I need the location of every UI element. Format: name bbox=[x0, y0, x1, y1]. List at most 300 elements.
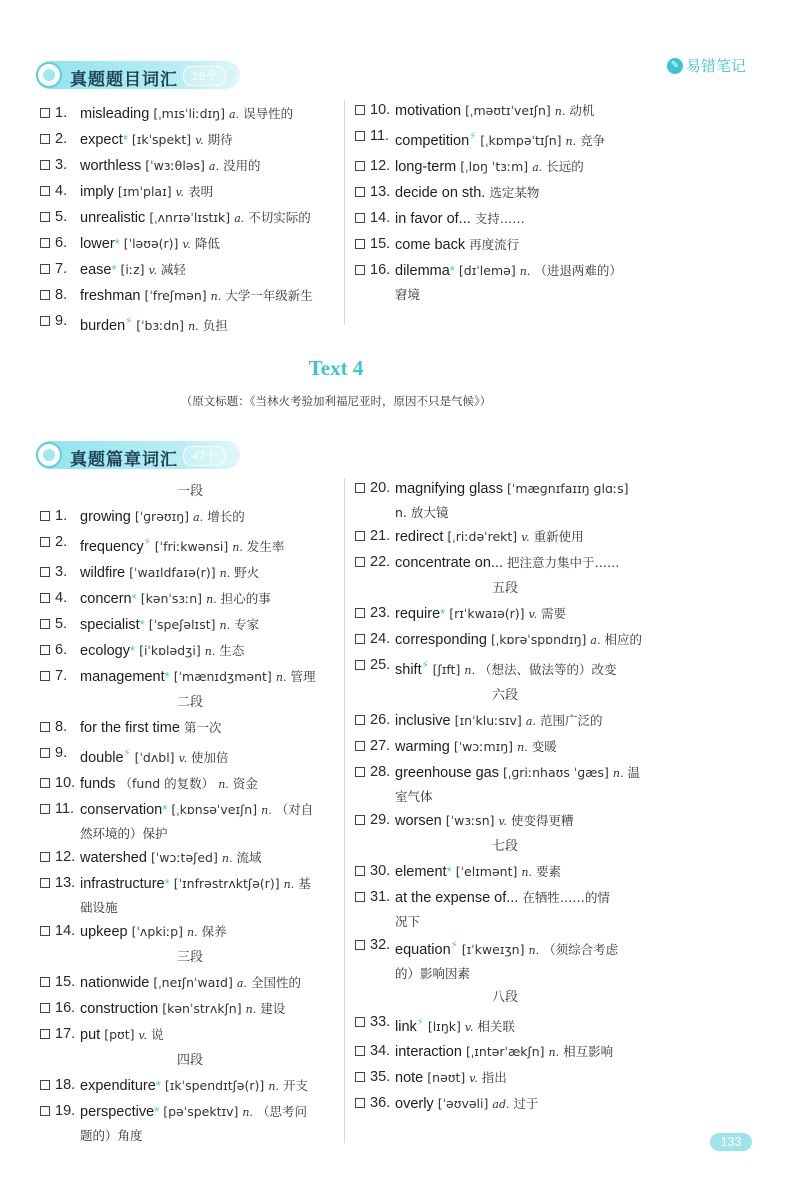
checkbox-icon[interactable] bbox=[40, 926, 50, 936]
part-of-speech: n. bbox=[242, 1105, 254, 1119]
definition: 温 bbox=[627, 764, 641, 780]
item-number: 6. bbox=[55, 235, 68, 251]
vocab-item bbox=[40, 871, 340, 919]
vocab-item bbox=[355, 653, 655, 683]
phonetic: [ˈbɜːdn] bbox=[136, 317, 185, 333]
definition: （对自 bbox=[275, 801, 314, 817]
checkbox-icon[interactable] bbox=[40, 722, 50, 732]
vocab-word: burden bbox=[80, 317, 126, 334]
phonetic: [ˈdʌbl] bbox=[134, 749, 175, 765]
paragraph-heading: 八段 bbox=[491, 989, 518, 1005]
checkbox-icon[interactable] bbox=[355, 634, 365, 644]
phonetic: [ˌkɒmpəˈtɪʃn] bbox=[480, 132, 562, 148]
vocab-item bbox=[355, 1091, 655, 1117]
phonetic: [ˌneɪʃnˈwaɪd] bbox=[153, 974, 233, 990]
definition: 不切实际的 bbox=[248, 210, 311, 225]
vocab-word: warming bbox=[395, 738, 450, 755]
definition: 资金 bbox=[232, 775, 258, 791]
checkbox-icon[interactable] bbox=[355, 767, 365, 777]
item-number: 13. bbox=[55, 874, 76, 891]
definition-continued: 题的）角度 bbox=[80, 1127, 143, 1143]
item-number: 1. bbox=[55, 105, 68, 121]
checkbox-icon[interactable] bbox=[355, 1072, 365, 1082]
checkbox-icon[interactable] bbox=[355, 131, 365, 141]
phonetic: [ˌɡriːnhaʊs ˈɡæs] bbox=[503, 764, 609, 780]
part-of-speech: v. bbox=[498, 814, 507, 828]
item-number: 2. bbox=[55, 131, 68, 147]
section-banner-question-vocab bbox=[36, 61, 240, 89]
definition: 竞争 bbox=[580, 132, 606, 148]
phonetic: [iˈkɒlədʒi] bbox=[139, 642, 201, 658]
part-of-speech: n. bbox=[612, 766, 624, 780]
item-number: 14. bbox=[370, 209, 391, 226]
item-number: 9. bbox=[55, 744, 68, 761]
definition: 野火 bbox=[234, 564, 260, 580]
item-number: 11. bbox=[370, 128, 390, 144]
vocab-item bbox=[355, 180, 655, 206]
item-number: 4. bbox=[55, 589, 68, 606]
vocab-word: magnifying glass bbox=[395, 481, 503, 497]
question-vocab-right-column bbox=[355, 98, 655, 306]
word-count-badge: 16个 bbox=[183, 66, 226, 86]
frequent-word-mark-icon: ⚡ bbox=[123, 747, 131, 759]
vocab-word: misleading bbox=[80, 106, 150, 122]
key-word-star-icon: * bbox=[122, 132, 128, 147]
item-number: 8. bbox=[55, 718, 68, 735]
vocab-item bbox=[40, 309, 340, 339]
definition: 大学一年级新生 bbox=[225, 288, 313, 303]
paragraph-heading: 四段 bbox=[176, 1052, 203, 1068]
item-number: 13. bbox=[370, 183, 391, 200]
phonetic: [ˈwɔːtəʃed] bbox=[150, 849, 218, 865]
item-number: 30. bbox=[370, 862, 391, 879]
vocab-item bbox=[355, 476, 655, 524]
frequent-word-mark-icon: ⚡ bbox=[450, 939, 458, 951]
vocab-word: put bbox=[80, 1026, 101, 1043]
checkbox-icon[interactable] bbox=[355, 557, 365, 567]
definition: 降低 bbox=[194, 236, 220, 251]
item-number: 4. bbox=[55, 183, 68, 199]
part-of-speech: a. bbox=[234, 212, 245, 225]
item-number: 34. bbox=[370, 1043, 391, 1060]
vocab-word: redirect bbox=[395, 529, 444, 545]
phonetic: [ˌriːdəˈrekt] bbox=[447, 529, 518, 544]
phonetic: [ˌməʊtɪˈveɪʃn] bbox=[465, 103, 551, 118]
item-number: 8. bbox=[55, 287, 68, 303]
vocab-item bbox=[40, 101, 340, 127]
checkbox-icon[interactable] bbox=[40, 238, 50, 248]
vocab-item bbox=[40, 1099, 340, 1147]
checkbox-icon[interactable] bbox=[355, 741, 365, 751]
checkbox-icon[interactable] bbox=[40, 160, 50, 170]
definition-continued: 的）影响因素 bbox=[395, 965, 471, 981]
vocab-item bbox=[355, 206, 655, 232]
frequent-word-mark-icon: ⚡ bbox=[125, 316, 133, 327]
phonetic: [ʃɪft] bbox=[432, 661, 461, 677]
item-number: 6. bbox=[55, 641, 68, 658]
vocab-word: wildfire bbox=[80, 564, 126, 581]
definition: 全国性的 bbox=[250, 974, 301, 990]
checkbox-icon[interactable] bbox=[355, 1046, 365, 1056]
vocab-word: overly bbox=[395, 1096, 434, 1113]
phonetic: [ˌkɒrəˈspɒndɪŋ] bbox=[490, 632, 587, 647]
checkbox-icon[interactable] bbox=[355, 660, 365, 670]
vocab-item bbox=[355, 627, 655, 653]
phonetic: [kənˈsɜːn] bbox=[140, 590, 203, 606]
phonetic: [ˈmænɪdʒmənt] bbox=[173, 668, 272, 684]
word-count-badge: 47个 bbox=[183, 446, 226, 466]
phonetic: [ˌʌnrɪəˈlɪstɪk] bbox=[149, 210, 231, 225]
vocab-item bbox=[40, 638, 340, 664]
definition: 在牺牲……的情 bbox=[522, 889, 610, 905]
item-number: 5. bbox=[55, 209, 68, 225]
vocab-word: lower bbox=[80, 236, 115, 252]
checkbox-icon[interactable] bbox=[40, 316, 50, 326]
vocab-item bbox=[355, 124, 655, 154]
phonetic: [kənˈstrʌkʃn] bbox=[162, 1000, 242, 1016]
item-number: 11. bbox=[55, 800, 75, 817]
part-of-speech: n. bbox=[188, 319, 199, 333]
vocab-word: inclusive bbox=[395, 712, 451, 729]
item-number: 27. bbox=[370, 737, 391, 754]
vocab-item bbox=[40, 586, 340, 612]
phonetic: [ɪˈkweɪʒn] bbox=[461, 941, 525, 957]
item-number: 33. bbox=[370, 1013, 391, 1030]
vocab-word: require bbox=[395, 606, 441, 622]
item-number: 7. bbox=[55, 261, 68, 277]
definition: 选定某物 bbox=[489, 184, 540, 200]
part-of-speech: n. bbox=[268, 1079, 279, 1093]
checkbox-icon[interactable] bbox=[355, 1017, 365, 1027]
definition: 没用的 bbox=[223, 158, 261, 173]
checkbox-icon[interactable] bbox=[355, 608, 365, 618]
vocab-item bbox=[355, 1039, 655, 1065]
key-word-star-icon: * bbox=[131, 590, 137, 606]
part-of-speech: a. bbox=[236, 976, 247, 990]
vocab-word: in favor of... bbox=[395, 210, 471, 227]
checkbox-icon[interactable] bbox=[355, 815, 365, 825]
vocab-word: link bbox=[395, 1018, 417, 1035]
part-of-speech: a. bbox=[532, 160, 543, 174]
item-number: 1. bbox=[55, 508, 68, 524]
vocab-word: motivation bbox=[395, 103, 462, 119]
phonetic: [ˈləʊə(r)] bbox=[123, 236, 179, 251]
part-of-speech: a. bbox=[525, 714, 536, 728]
vocab-word: growing bbox=[80, 509, 131, 525]
checkbox-icon[interactable] bbox=[40, 134, 50, 144]
checkbox-icon[interactable] bbox=[355, 715, 365, 725]
definition: 减轻 bbox=[161, 262, 187, 277]
vocab-word: watershed bbox=[80, 849, 147, 866]
checkbox-icon[interactable] bbox=[355, 161, 365, 171]
part-of-speech: n. bbox=[528, 943, 540, 957]
definition: 把注意力集中于…… bbox=[507, 555, 620, 570]
part-of-speech: v. bbox=[469, 1072, 478, 1086]
checkbox-icon[interactable] bbox=[355, 213, 365, 223]
checkbox-icon[interactable] bbox=[40, 748, 50, 758]
checkbox-icon[interactable] bbox=[40, 593, 50, 603]
checkbox-icon[interactable] bbox=[40, 619, 50, 629]
vocab-word: specialist bbox=[80, 616, 140, 633]
definition: （进退两难的） bbox=[534, 262, 622, 278]
part-of-speech: n. bbox=[210, 290, 222, 303]
definition: 误导性的 bbox=[243, 106, 294, 121]
part-of-speech: n. bbox=[517, 740, 528, 754]
vocab-word: worsen bbox=[395, 812, 442, 829]
item-number: 16. bbox=[55, 999, 76, 1016]
definition: 负担 bbox=[202, 317, 228, 333]
part-of-speech: n. bbox=[218, 777, 229, 791]
part-of-speech: n. bbox=[565, 134, 577, 148]
vocab-item bbox=[40, 996, 340, 1022]
definition: 再度流行 bbox=[469, 236, 520, 252]
key-word-star-icon: * bbox=[449, 262, 455, 278]
item-number: 22. bbox=[370, 554, 391, 570]
vocab-item bbox=[40, 1073, 340, 1099]
vocab-word: freshman bbox=[80, 288, 141, 304]
vocab-item bbox=[40, 257, 340, 283]
vocab-word: decide on sth. bbox=[395, 184, 486, 201]
part-of-speech: n. bbox=[245, 1002, 257, 1016]
phonetic: [iːz] bbox=[120, 262, 145, 277]
item-number: 19. bbox=[55, 1102, 76, 1119]
part-of-speech: n. bbox=[219, 566, 231, 580]
part-of-speech: v. bbox=[178, 751, 187, 765]
key-word-star-icon: * bbox=[139, 616, 145, 632]
paragraph-heading: 一段 bbox=[176, 484, 203, 499]
vocab-word: equation bbox=[395, 941, 451, 958]
item-number: 3. bbox=[55, 157, 68, 173]
part-of-speech: v. bbox=[175, 186, 185, 199]
checkbox-icon[interactable] bbox=[40, 1003, 50, 1013]
checkbox-icon[interactable] bbox=[40, 671, 50, 681]
column-divider bbox=[344, 478, 345, 1143]
checkbox-icon[interactable] bbox=[40, 567, 50, 577]
phonetic: [lɪŋk] bbox=[427, 1018, 461, 1034]
definition-continued: 础设施 bbox=[80, 899, 118, 915]
phonetic: [ˈfriːkwənsi] bbox=[154, 538, 229, 554]
definition: 表明 bbox=[188, 184, 214, 199]
definition: （想法、做法等的）改变 bbox=[479, 661, 617, 677]
vocab-word: dilemma bbox=[395, 262, 450, 279]
checkbox-icon[interactable] bbox=[40, 1029, 50, 1039]
vocab-item bbox=[355, 1065, 655, 1091]
item-number: 15. bbox=[55, 973, 76, 990]
checkbox-icon[interactable] bbox=[40, 645, 50, 655]
vocab-word: infrastructure bbox=[80, 875, 165, 892]
vocab-word: competition bbox=[395, 132, 470, 149]
phonetic: [ˈəʊvəli] bbox=[437, 1096, 489, 1112]
part-of-speech: v. bbox=[148, 264, 157, 277]
vocab-item bbox=[355, 885, 655, 933]
checkbox-icon[interactable] bbox=[40, 977, 50, 987]
definition: 需要 bbox=[541, 606, 567, 621]
checkbox-icon[interactable] bbox=[355, 187, 365, 197]
checkbox-icon[interactable] bbox=[355, 1098, 365, 1108]
definition: （fund 的复数） bbox=[119, 775, 215, 791]
checkbox-icon[interactable] bbox=[355, 265, 365, 275]
item-number: 15. bbox=[370, 235, 391, 252]
definition: 相应的 bbox=[604, 632, 643, 647]
definition: （须综合考虑 bbox=[543, 941, 619, 957]
part-of-speech: a. bbox=[229, 108, 240, 121]
brand-text: 易错笔记 bbox=[685, 57, 746, 75]
key-word-star-icon: * bbox=[154, 1103, 160, 1119]
vocab-item bbox=[40, 741, 340, 771]
item-number: 23. bbox=[370, 605, 391, 621]
part-of-speech: ad. bbox=[492, 1098, 510, 1112]
checkbox-icon[interactable] bbox=[40, 186, 50, 196]
text-title: Text 4 bbox=[308, 356, 364, 380]
definition-continued: 窘境 bbox=[395, 286, 421, 302]
part-of-speech: n. bbox=[206, 592, 217, 606]
phonetic: [ɪkˈspendɪtʃə(r)] bbox=[164, 1077, 265, 1093]
vocab-item bbox=[355, 232, 655, 258]
part-of-speech: n. bbox=[204, 644, 216, 658]
part-of-speech: n. bbox=[554, 105, 566, 118]
item-number: 24. bbox=[370, 631, 391, 647]
vocab-word: element bbox=[395, 863, 447, 880]
part-of-speech: n. bbox=[221, 851, 233, 865]
checkbox-icon[interactable] bbox=[40, 1106, 50, 1116]
vocab-word: long-term bbox=[395, 158, 457, 175]
definition: 生态 bbox=[219, 642, 245, 658]
part-of-speech: n. bbox=[548, 1046, 560, 1060]
checkbox-icon[interactable] bbox=[355, 239, 365, 249]
checkbox-icon[interactable] bbox=[355, 940, 365, 950]
checkbox-icon[interactable] bbox=[40, 290, 50, 300]
phonetic: [pəˈspektɪv] bbox=[163, 1103, 239, 1119]
phonetic: [ˈɪnfrəstrʌktʃə(r)] bbox=[173, 875, 280, 891]
vocab-item bbox=[40, 845, 340, 871]
vocab-word: shift bbox=[395, 661, 422, 678]
vocab-item bbox=[40, 797, 340, 845]
phonetic: [nəʊt] bbox=[427, 1070, 466, 1086]
checkbox-icon[interactable] bbox=[40, 1080, 50, 1090]
definition: 要素 bbox=[536, 863, 562, 879]
phonetic: [ˈwɜːsn] bbox=[445, 812, 495, 828]
circle-bullet-icon bbox=[36, 442, 62, 468]
item-number: 12. bbox=[370, 157, 391, 174]
definition: 重新使用 bbox=[533, 529, 584, 544]
definition: 指出 bbox=[481, 1070, 507, 1086]
part-of-speech: v. bbox=[521, 531, 530, 544]
phonetic: [ɪkˈspekt] bbox=[131, 132, 192, 147]
checkbox-icon[interactable] bbox=[355, 531, 365, 541]
vocab-word: interaction bbox=[395, 1044, 462, 1061]
phonetic: [ɪmˈplaɪ] bbox=[117, 184, 172, 199]
brand-logo bbox=[667, 55, 746, 76]
definition: 变暖 bbox=[531, 738, 557, 754]
phonetic: [ˈfreʃmən] bbox=[144, 288, 207, 303]
definition: 使加倍 bbox=[191, 749, 229, 765]
part-of-speech: n. bbox=[219, 618, 231, 632]
definition: 过于 bbox=[513, 1096, 539, 1112]
paragraph-heading: 七段 bbox=[491, 838, 518, 854]
part-of-speech: n. bbox=[519, 264, 531, 278]
item-number: 29. bbox=[370, 811, 391, 828]
vocab-item bbox=[40, 1022, 340, 1048]
checkbox-icon[interactable] bbox=[40, 108, 50, 118]
checkbox-icon[interactable] bbox=[355, 866, 365, 876]
item-number: 35. bbox=[370, 1069, 391, 1086]
item-number: 5. bbox=[55, 615, 68, 632]
definition: 相互影响 bbox=[563, 1044, 614, 1060]
checkbox-icon[interactable] bbox=[355, 105, 365, 115]
definition: 范围广泛的 bbox=[539, 712, 603, 728]
item-number: 12. bbox=[55, 848, 76, 865]
checkbox-icon[interactable] bbox=[40, 511, 50, 521]
vocab-item bbox=[355, 859, 655, 885]
part-of-speech: a. bbox=[208, 160, 219, 173]
part-of-speech: n. bbox=[232, 540, 243, 554]
item-number: 3. bbox=[55, 563, 68, 580]
checkbox-icon[interactable] bbox=[355, 892, 365, 902]
definition: 第一次 bbox=[183, 719, 222, 735]
checkbox-icon[interactable] bbox=[40, 878, 50, 888]
key-word-star-icon: * bbox=[164, 668, 170, 684]
section-banner-passage-vocab bbox=[36, 441, 240, 469]
vocab-word: note bbox=[395, 1070, 424, 1087]
definition: 动机 bbox=[569, 103, 595, 118]
checkbox-icon[interactable] bbox=[355, 483, 365, 493]
definition: 建设 bbox=[260, 1000, 286, 1016]
vocab-item bbox=[355, 154, 655, 180]
definition: 长远的 bbox=[546, 158, 584, 174]
phonetic: [ˈwaɪldfaɪə(r)] bbox=[129, 564, 216, 580]
definition: 说 bbox=[150, 1026, 164, 1042]
definition: 流域 bbox=[236, 849, 262, 865]
section-title: 真题题目词汇 bbox=[70, 70, 178, 90]
definition: 开支 bbox=[282, 1077, 308, 1093]
vocab-item bbox=[355, 760, 655, 808]
item-number: 31. bbox=[370, 888, 391, 905]
frequent-word-mark-icon: ⚡ bbox=[469, 131, 477, 142]
vocab-word: worthless bbox=[80, 158, 142, 174]
part-of-speech: a. bbox=[590, 634, 601, 647]
definition: 专家 bbox=[234, 616, 260, 632]
checkbox-icon[interactable] bbox=[40, 778, 50, 788]
checkbox-icon[interactable] bbox=[40, 852, 50, 862]
part-of-speech: n. bbox=[521, 865, 533, 879]
part-of-speech: v. bbox=[182, 238, 191, 251]
part-of-speech: v. bbox=[195, 134, 204, 147]
part-of-speech: v. bbox=[528, 608, 537, 621]
definition: 基 bbox=[298, 875, 311, 891]
vocab-word: management bbox=[80, 668, 165, 685]
vocab-item bbox=[40, 504, 340, 530]
part-of-speech: a. bbox=[193, 511, 204, 524]
phonetic: [ˈwɔːmɪŋ] bbox=[453, 738, 514, 754]
vocab-word: concentrate on... bbox=[395, 555, 504, 571]
definition: 相关联 bbox=[477, 1018, 515, 1034]
vocab-item bbox=[40, 612, 340, 638]
vocab-item bbox=[355, 601, 655, 627]
checkbox-icon[interactable] bbox=[40, 264, 50, 274]
vocab-item bbox=[40, 530, 340, 560]
definition: 发生率 bbox=[246, 538, 285, 554]
key-word-star-icon: * bbox=[155, 1077, 161, 1093]
vocab-item bbox=[40, 205, 340, 231]
phonetic: [ˌɪntərˈækʃn] bbox=[465, 1044, 545, 1060]
checkbox-icon[interactable] bbox=[40, 804, 50, 814]
part-of-speech: n. bbox=[187, 925, 198, 939]
checkbox-icon[interactable] bbox=[40, 537, 50, 547]
vocab-word: construction bbox=[80, 1000, 159, 1017]
item-number: 18. bbox=[55, 1076, 76, 1093]
phonetic: [ˌkɒnsəˈveɪʃn] bbox=[171, 801, 258, 817]
checkbox-icon[interactable] bbox=[40, 212, 50, 222]
